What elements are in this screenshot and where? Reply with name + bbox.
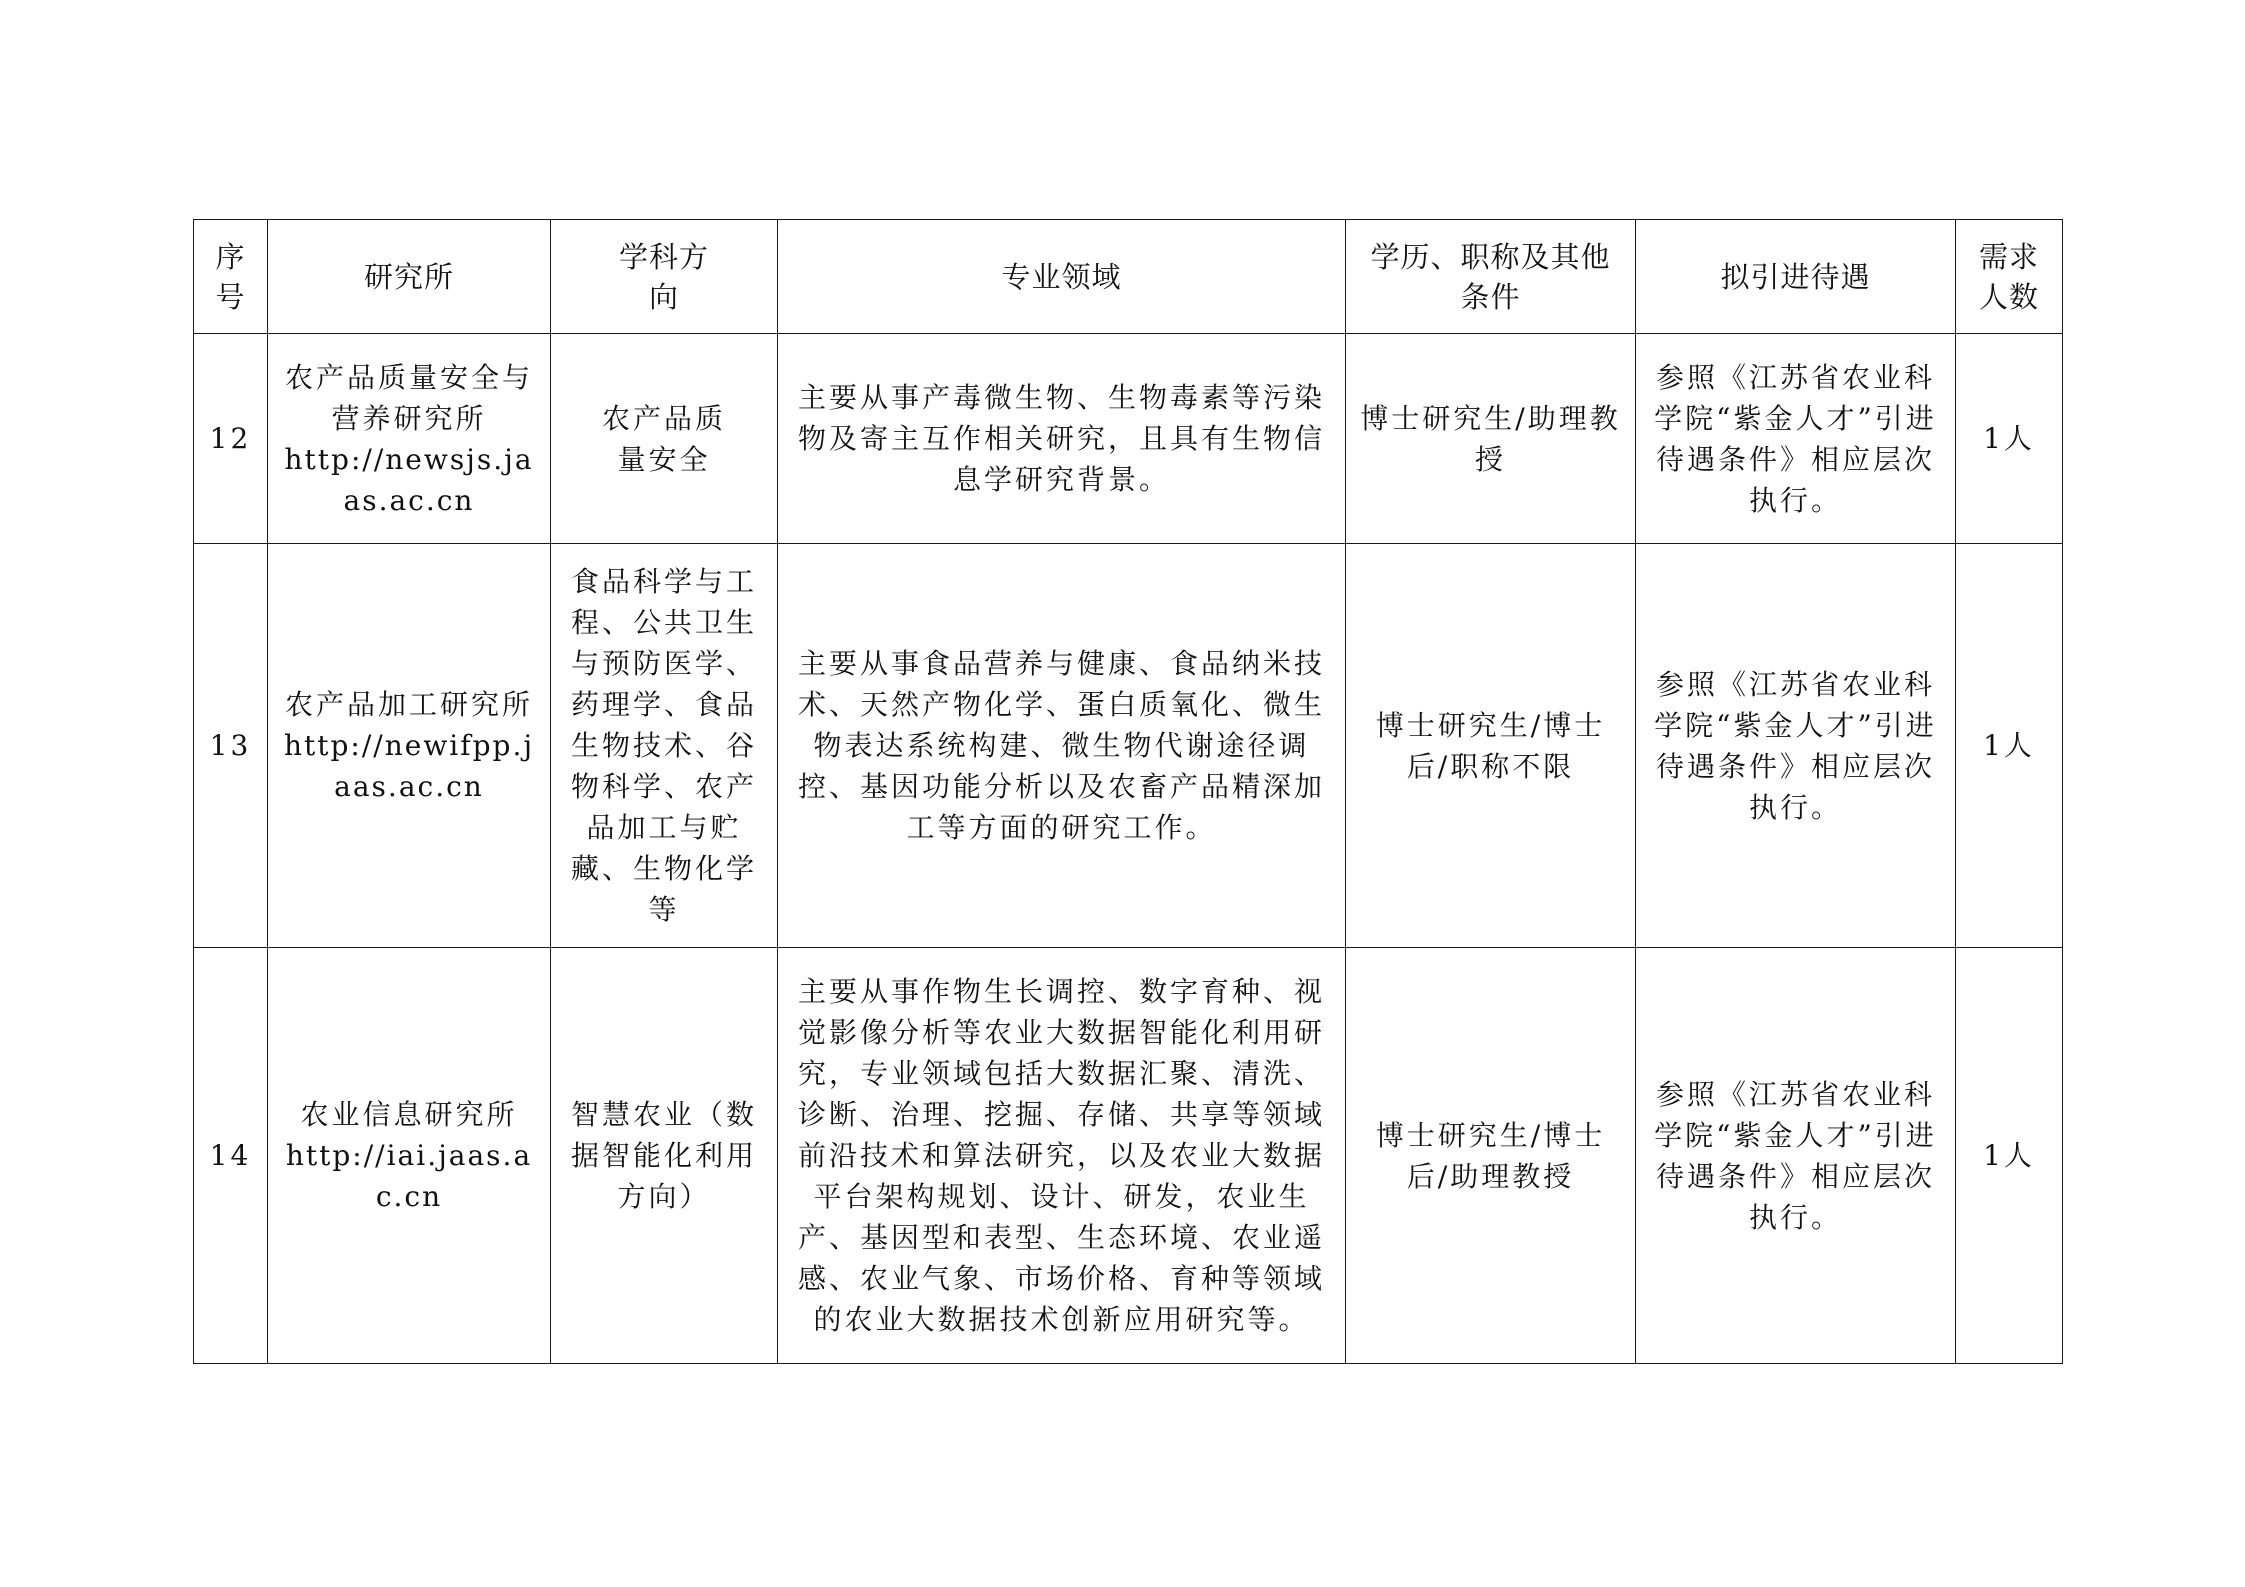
institute-url[interactable]: http://iai.jaas.ac.cn	[285, 1139, 533, 1213]
field-cell: 主要从事食品营养与健康、食品纳米技术、天然产物化学、蛋白质氧化、微生物表达系统构建、微生物代谢途径调控、基因功能分析以及农畜产品精深加工等方面的研究工作。	[778, 544, 1346, 948]
row-number: 12	[194, 334, 268, 544]
institute-cell	[268, 544, 551, 948]
header-education: 学历、职称及其他条件	[1346, 220, 1636, 334]
treatment-cell: 参照《江苏省农业科学院“紫金人才”引进待遇条件》相应层次执行。	[1636, 334, 1956, 544]
education-cell: 博士研究生/博士后/职称不限	[1346, 544, 1636, 948]
discipline-cell: 食品科学与工程、公共卫生与预防医学、药理学、食品生物技术、谷物科学、农产品加工与贮藏、生物化学等	[551, 544, 778, 948]
row-number: 13	[194, 544, 268, 948]
treatment-cell: 参照《江苏省农业科学院“紫金人才”引进待遇条件》相应层次执行。	[1636, 544, 1956, 948]
table-row	[194, 544, 2063, 948]
count-cell: 1人	[1956, 948, 2063, 1364]
institute-name: 农业信息研究所	[300, 1098, 518, 1131]
recruitment-table	[193, 219, 2063, 1364]
table-header-row	[194, 220, 2063, 334]
header-count: 需求人数	[1956, 220, 2063, 334]
discipline-cell: 智慧农业（数据智能化利用方向）	[551, 948, 778, 1364]
header-discipline: 学科方向	[551, 220, 778, 334]
row-number: 14	[194, 948, 268, 1364]
table-row	[194, 334, 2063, 544]
count-cell: 1人	[1956, 544, 2063, 948]
table-row	[194, 948, 2063, 1364]
education-cell: 博士研究生/博士后/助理教授	[1346, 948, 1636, 1364]
field-cell: 主要从事作物生长调控、数字育种、视觉影像分析等农业大数据智能化利用研究，专业领域包括大数据汇聚、清洗、诊断、治理、挖掘、存储、共享等领域前沿技术和算法研究，以及农业大数据平台架构规划、设计、研发，农业生产、基因型和表型、生态环境、农业遥感、农业气象、市场价格、育种等领域的农业大数据技术创新应用研究等。	[778, 948, 1346, 1364]
institute-name: 农产品质量安全与营养研究所	[284, 360, 533, 435]
institute-cell	[268, 948, 551, 1364]
discipline-cell: 农产品质量安全	[551, 334, 778, 544]
header-institute: 研究所	[268, 220, 551, 334]
institute-name: 农产品加工研究所	[284, 688, 533, 721]
count-cell: 1人	[1956, 334, 2063, 544]
institute-cell	[268, 334, 551, 544]
education-cell: 博士研究生/助理教授	[1346, 334, 1636, 544]
institute-url[interactable]: http://newifpp.jaas.ac.cn	[283, 729, 535, 803]
header-field: 专业领域	[778, 220, 1346, 334]
treatment-cell: 参照《江苏省农业科学院“紫金人才”引进待遇条件》相应层次执行。	[1636, 948, 1956, 1364]
header-treatment: 拟引进待遇	[1636, 220, 1956, 334]
header-no: 序号	[194, 220, 268, 334]
institute-url[interactable]: http://newsjs.jaas.ac.cn	[284, 442, 534, 517]
field-cell: 主要从事产毒微生物、生物毒素等污染物及寄主互作相关研究，且具有生物信息学研究背景。	[778, 334, 1346, 544]
